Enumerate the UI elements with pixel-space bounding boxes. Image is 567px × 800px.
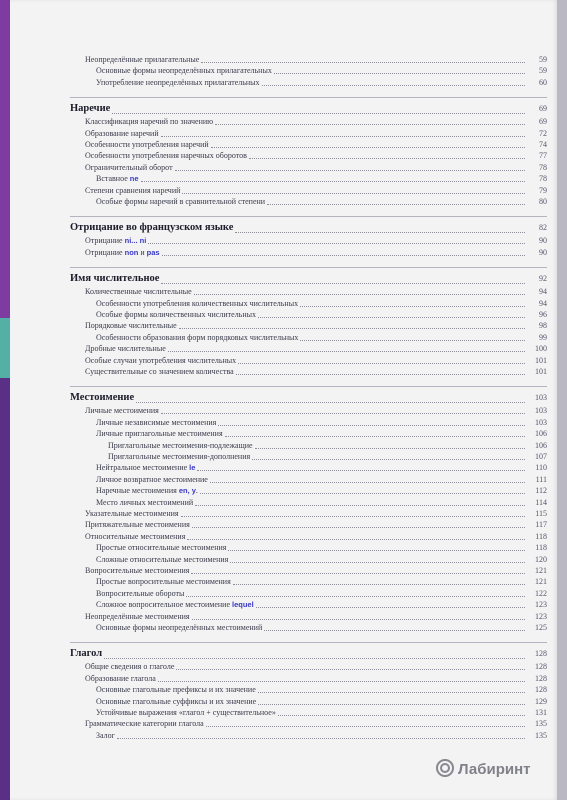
toc-entry [70, 406, 547, 416]
page-number: 72 [539, 128, 547, 138]
toc-entry-title: Образование глагола [85, 673, 156, 683]
toc-entry [70, 532, 547, 542]
toc-entry [70, 418, 547, 428]
dot-leader [228, 550, 525, 551]
watermark-text: Лабиринт [458, 761, 531, 778]
dot-leader [112, 113, 525, 114]
toc-entry-title: Отрицание non и pas [85, 247, 160, 257]
toc-entry-title: Простые вопросительные местоимения [96, 577, 231, 587]
book-spine-edge [0, 0, 10, 800]
toc-entry-title: Личные независимые местоимения [96, 417, 217, 427]
toc-entry-title: Особенности употребления наречий [85, 140, 209, 149]
toc-entry [70, 719, 547, 729]
page-number: 79 [539, 185, 547, 195]
page-number: 128 [535, 673, 547, 683]
page-number: 121 [535, 566, 547, 575]
section-divider [70, 386, 547, 387]
page-number: 94 [539, 298, 547, 308]
toc-entry-title: Личные приглагольные местоимения [96, 429, 223, 439]
toc-entry [70, 589, 547, 599]
toc-entry [70, 486, 547, 496]
toc-entry-title: Особенности употребления количественных числительных [96, 298, 299, 308]
toc-entry [70, 520, 547, 530]
toc-entry [70, 498, 547, 508]
toc-entry [70, 452, 547, 462]
toc-entry-title: Наречные местоимения en, y. [96, 486, 198, 496]
dot-leader [161, 136, 525, 137]
toc-entry [70, 186, 547, 196]
toc-entry [70, 356, 547, 366]
dot-leader [148, 243, 525, 244]
dot-leader [235, 232, 525, 233]
page-number: 60 [539, 77, 547, 87]
page-number: 96 [539, 310, 547, 319]
section-divider [70, 267, 547, 268]
page-number: 129 [535, 696, 547, 706]
toc-entry [70, 674, 547, 684]
dot-leader [255, 448, 525, 449]
page-number: 103 [535, 406, 547, 416]
toc-entry-title: Простые относительные местоимения [96, 543, 227, 553]
toc-entry-title: Особенности образования форм порядковых числительных [96, 332, 299, 342]
dot-leader [176, 669, 525, 670]
toc-entry-title: Личные местоимения [85, 406, 159, 416]
page-number: 128 [535, 662, 547, 672]
dot-leader [200, 493, 525, 494]
page-number: 123 [535, 600, 547, 610]
toc-entry-title: Приглагольные местоимения-подлежащие [108, 440, 253, 450]
toc-entry-title: Классификация наречий по значению [85, 117, 214, 127]
page-number: 59 [539, 66, 547, 76]
page-number: 103 [535, 393, 547, 403]
toc-entry [70, 475, 547, 485]
toc-entry [70, 197, 547, 207]
toc-entry-title: Порядковые числительные [85, 321, 177, 331]
page-number: 78 [539, 174, 547, 184]
page-number: 114 [535, 497, 547, 507]
page-number: 123 [535, 611, 547, 621]
toc-entry-title: Основные глагольные суффиксы и их значение [96, 696, 257, 706]
toc-entry-title: Особые формы наречий в сравнительной степени [96, 197, 266, 206]
page-number: 131 [535, 708, 547, 717]
toc-entry [70, 321, 547, 331]
toc-entry [70, 140, 547, 150]
dot-leader [192, 619, 525, 620]
toc-entry [70, 174, 547, 184]
page-number: 98 [539, 321, 547, 331]
toc-entry-title: Глагол [70, 648, 103, 660]
dot-leader [238, 363, 525, 364]
toc-entry-title: Имя числительное [70, 273, 160, 285]
dot-leader [258, 317, 525, 318]
dot-leader [161, 283, 525, 284]
dot-leader [258, 704, 525, 705]
page-number: 121 [535, 577, 547, 587]
toc-entry [70, 600, 547, 610]
toc-entry [70, 55, 547, 65]
page-number: 135 [535, 730, 547, 740]
dot-leader [182, 193, 525, 194]
toc-entry-title: Неопределённые прилагательные [85, 55, 200, 64]
toc-entry [70, 685, 547, 695]
toc-entry [70, 78, 547, 88]
book-page [10, 0, 557, 800]
page-number: 103 [535, 417, 547, 427]
dot-leader [206, 726, 525, 727]
toc-entry [70, 662, 547, 672]
toc-entry-title: Сложные относительные местоимения [96, 554, 229, 564]
toc-entry-title: Основные глагольные префиксы и их значение [96, 685, 256, 695]
toc-entry [70, 367, 547, 377]
toc-entry-title: Основные формы неопределённых прилагательных [96, 66, 272, 76]
dot-leader [267, 204, 525, 205]
page-number: 69 [539, 104, 547, 114]
dot-leader [211, 147, 525, 148]
dot-leader [187, 539, 525, 540]
page-number: 90 [539, 236, 547, 246]
dot-leader [158, 681, 525, 682]
toc-entry-title: Залог [96, 730, 115, 740]
dot-leader [136, 402, 525, 403]
french-term: ni... ni [124, 236, 147, 246]
page-number: 77 [539, 151, 547, 161]
page-number: 74 [539, 140, 547, 149]
dot-leader [236, 374, 525, 375]
toc-entry-title: Степени сравнения наречий [85, 185, 181, 195]
toc-entry-title: Личное возвратное местоимение [96, 474, 208, 484]
toc-entry [70, 236, 547, 246]
toc-entry [70, 555, 547, 565]
page-number: 78 [539, 162, 547, 172]
dot-leader [233, 584, 525, 585]
toc-entry-title: Употребление неопределённых прилагательных [96, 77, 260, 87]
spine-bottom-segment [0, 378, 10, 800]
dot-leader [161, 413, 525, 414]
toc-section-heading [70, 102, 547, 116]
toc-entry [70, 66, 547, 76]
dot-leader [181, 516, 525, 517]
french-term: en, y [178, 486, 196, 496]
dot-leader [197, 470, 525, 471]
dot-leader [300, 340, 525, 341]
page-number: 59 [539, 55, 547, 64]
toc-entry-title: Отрицание во французском языке [70, 222, 234, 234]
dot-leader [168, 351, 525, 352]
toc-entry [70, 310, 547, 320]
dot-leader [264, 630, 525, 631]
toc-entry [70, 299, 547, 309]
toc-entry-title: Вопросительные местоимения [85, 566, 190, 575]
dot-leader [210, 482, 525, 483]
page-stack-edge [557, 0, 567, 800]
toc-entry-title: Притяжательные местоимения [85, 520, 190, 530]
page-number: 90 [539, 247, 547, 257]
dot-leader [175, 170, 525, 171]
toc-entry [70, 577, 547, 587]
toc-entry [70, 509, 547, 519]
toc-section-heading [70, 221, 547, 235]
toc-entry-title: Сложное вопросительное местоимение lequel [96, 600, 254, 610]
toc-entry [70, 151, 547, 161]
toc-section-heading [70, 272, 547, 286]
page-number: 92 [539, 274, 547, 284]
toc-entry [70, 731, 547, 741]
french-term: lequel [232, 600, 254, 610]
toc-entry-title: Вставное ne [96, 174, 139, 184]
toc-section-heading [70, 647, 547, 661]
page-number: 99 [539, 332, 547, 342]
dot-leader [262, 85, 525, 86]
dot-leader [141, 181, 525, 182]
page-number: 135 [535, 719, 547, 729]
french-term: ne [129, 174, 139, 184]
spine-mid-segment [0, 318, 10, 378]
toc-entry-title: Ограничительный оборот [85, 162, 173, 172]
toc-entry-title: Отрицание ni... ni [85, 236, 147, 246]
section-divider [70, 97, 547, 98]
toc-entry [70, 248, 547, 258]
french-term: non [124, 247, 139, 257]
page-number: 106 [535, 429, 547, 439]
french-term: le [189, 463, 196, 473]
page-number: 101 [535, 367, 547, 376]
toc-entry-title: Количественные числительные [85, 287, 192, 297]
toc-entry [70, 287, 547, 297]
toc-entry [70, 623, 547, 633]
toc-entry [70, 566, 547, 576]
toc-entry-title: Существительные со значением количества [85, 367, 234, 376]
toc-entry [70, 543, 547, 553]
toc-entry-title: Особенности употребления наречных оборотов [85, 151, 247, 161]
dot-leader [278, 715, 525, 716]
dot-leader [186, 596, 525, 597]
toc-entry-title: Место личных местоимений [96, 497, 194, 507]
dot-leader [215, 124, 525, 125]
toc-entry [70, 441, 547, 451]
section-divider [70, 216, 547, 217]
toc-entry-title: Особые формы количественных числительных [96, 310, 256, 319]
spine-top-segment [0, 0, 10, 318]
toc-entry [70, 612, 547, 622]
toc-entry-title: Указательные местоимения [85, 509, 179, 518]
page-number: 82 [539, 223, 547, 233]
dot-leader [252, 459, 525, 460]
dot-leader [117, 738, 525, 739]
page-number: 110 [535, 463, 547, 473]
page-number: 115 [535, 509, 547, 518]
toc-section-heading [70, 391, 547, 405]
dot-leader [300, 306, 525, 307]
page-number: 101 [535, 355, 547, 365]
page-number: 106 [535, 440, 547, 450]
dot-leader [191, 573, 525, 574]
toc-entry-title: Основные формы неопределённых местоимений [96, 623, 263, 632]
dot-leader [256, 607, 525, 608]
toc-entry [70, 463, 547, 473]
page-number: 117 [535, 520, 547, 530]
page-number: 94 [539, 287, 547, 297]
toc-entry-title: Образование наречий [85, 128, 159, 138]
dot-leader [162, 255, 525, 256]
dot-leader [274, 73, 525, 74]
toc-entry-title: Вопросительные обороты [96, 588, 185, 598]
toc-entry-title: Устойчивые выражения «глагол + существительное» [96, 708, 276, 717]
page-number: 120 [535, 554, 547, 564]
toc-entry [70, 333, 547, 343]
section-divider [70, 642, 547, 643]
toc-entry-title: Приглагольные местоимения-дополнения [108, 452, 251, 461]
toc-entry [70, 163, 547, 173]
dot-leader [225, 436, 525, 437]
page-number: 112 [535, 486, 547, 496]
dot-leader [192, 527, 525, 528]
french-term: pas [146, 247, 160, 257]
page-number: 125 [535, 623, 547, 632]
toc-entry-title: Наречие [70, 103, 111, 115]
toc-entry-title: Особые случаи употребления числительных [85, 355, 237, 365]
toc-entry [70, 708, 547, 718]
toc-entry [70, 429, 547, 439]
dot-leader [230, 562, 525, 563]
page-number: 118 [535, 531, 547, 541]
page-number: 118 [535, 543, 547, 553]
page-number: 128 [535, 649, 547, 659]
page-number: 100 [535, 344, 547, 354]
toc-entry-title: Относительные местоимения [85, 531, 186, 541]
toc-entry-title: Дробные числительные [85, 344, 166, 354]
dot-leader [218, 425, 525, 426]
dot-leader [104, 658, 525, 659]
page-number: 111 [535, 474, 547, 484]
toc-entry [70, 697, 547, 707]
toc-entry-title: Общие сведения о глаголе [85, 662, 175, 672]
toc-entry-title: Грамматические категории глагола [85, 719, 204, 729]
page-number: 128 [535, 685, 547, 695]
toc-entry [70, 117, 547, 127]
page-number: 122 [535, 588, 547, 598]
toc-entry-title: Нейтральное местоимение le [96, 463, 196, 473]
page-number: 107 [535, 452, 547, 461]
labyrinth-logo-icon [435, 758, 455, 778]
toc-entry [70, 344, 547, 354]
dot-leader [194, 294, 525, 295]
toc-entry-title: Неопределённые местоимения [85, 611, 190, 621]
dot-leader [258, 692, 525, 693]
page-number: 69 [539, 117, 547, 127]
toc-entry-title: Местоимение [70, 392, 135, 404]
dot-leader [179, 328, 525, 329]
toc-entry [70, 129, 547, 139]
page-number: 80 [539, 197, 547, 206]
dot-leader [195, 505, 525, 506]
dot-leader [201, 62, 525, 63]
dot-leader [249, 158, 525, 159]
